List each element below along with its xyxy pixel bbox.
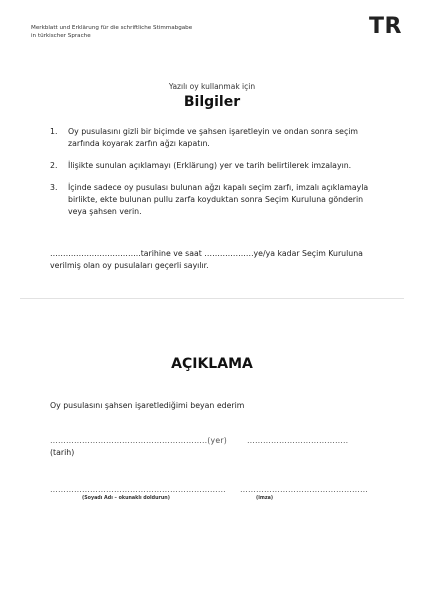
deadline-note: ……………………………..tarihine ve saat ……………….ye/ya kadar Seçim Kuruluna verilmiş olan oy pusulaları geçerli sayılır. [50, 249, 363, 270]
language-code: TR [369, 14, 402, 39]
declaration-statement: Oy pusulasını şahsen işaretlediğimi beyan ederim [50, 401, 245, 410]
list-item [50, 160, 372, 172]
place-dots: …………………………………………………..(yer) [50, 436, 227, 445]
header-note-line1: Merkblatt und Erklärung für die schriftliche Stimmabgabe [31, 25, 193, 31]
signature-caption: (imza) [256, 496, 274, 501]
info-list [50, 126, 372, 228]
date-field[interactable] [247, 436, 348, 445]
name-caption: (Soyadı Adı – okunaklı doldurun) [82, 496, 170, 501]
signature-dots: ………………………………………… [240, 485, 368, 494]
list-item-number: 2. [50, 161, 58, 170]
info-title: Bilgiler [183, 94, 241, 110]
info-subtitle: Yazılı oy kullanmak için [168, 82, 256, 91]
list-item [50, 126, 372, 150]
name-field[interactable] [50, 485, 226, 494]
date-label: (tarih) [50, 448, 75, 457]
header-note [31, 24, 281, 40]
name-dots: ………………………………………………………… [50, 485, 226, 494]
list-item [50, 182, 372, 218]
place-field[interactable] [50, 436, 227, 445]
header-note-line2: in türkischer Sprache [31, 33, 91, 39]
declaration-title: AÇIKLAMA [171, 356, 253, 372]
list-item-number: 1. [50, 127, 58, 136]
section-divider [20, 298, 404, 299]
list-item-number: 3. [50, 183, 58, 192]
date-dots: ……………………………….. [247, 436, 349, 445]
list-item-text: İlişikte sunulan açıklamayı (Erklärung) yer ve tarih belirtilerek imzalayın. [68, 161, 352, 170]
list-item-text: Oy pusulasını gizli bir biçimde ve şahsen işaretleyin ve ondan sonra seçim zarfında koyarak zarfın ağzı kapatın. [68, 127, 358, 148]
signature-field[interactable] [240, 485, 368, 494]
list-item-text: İçinde sadece oy pusulası bulunan ağzı kapalı seçim zarfı, imzalı açıklamayla birlikte, ekte bulunan pullu zarfa koyduktan sonra Seçim Kuruluna gönderin veya şahsen verin. [68, 183, 369, 216]
